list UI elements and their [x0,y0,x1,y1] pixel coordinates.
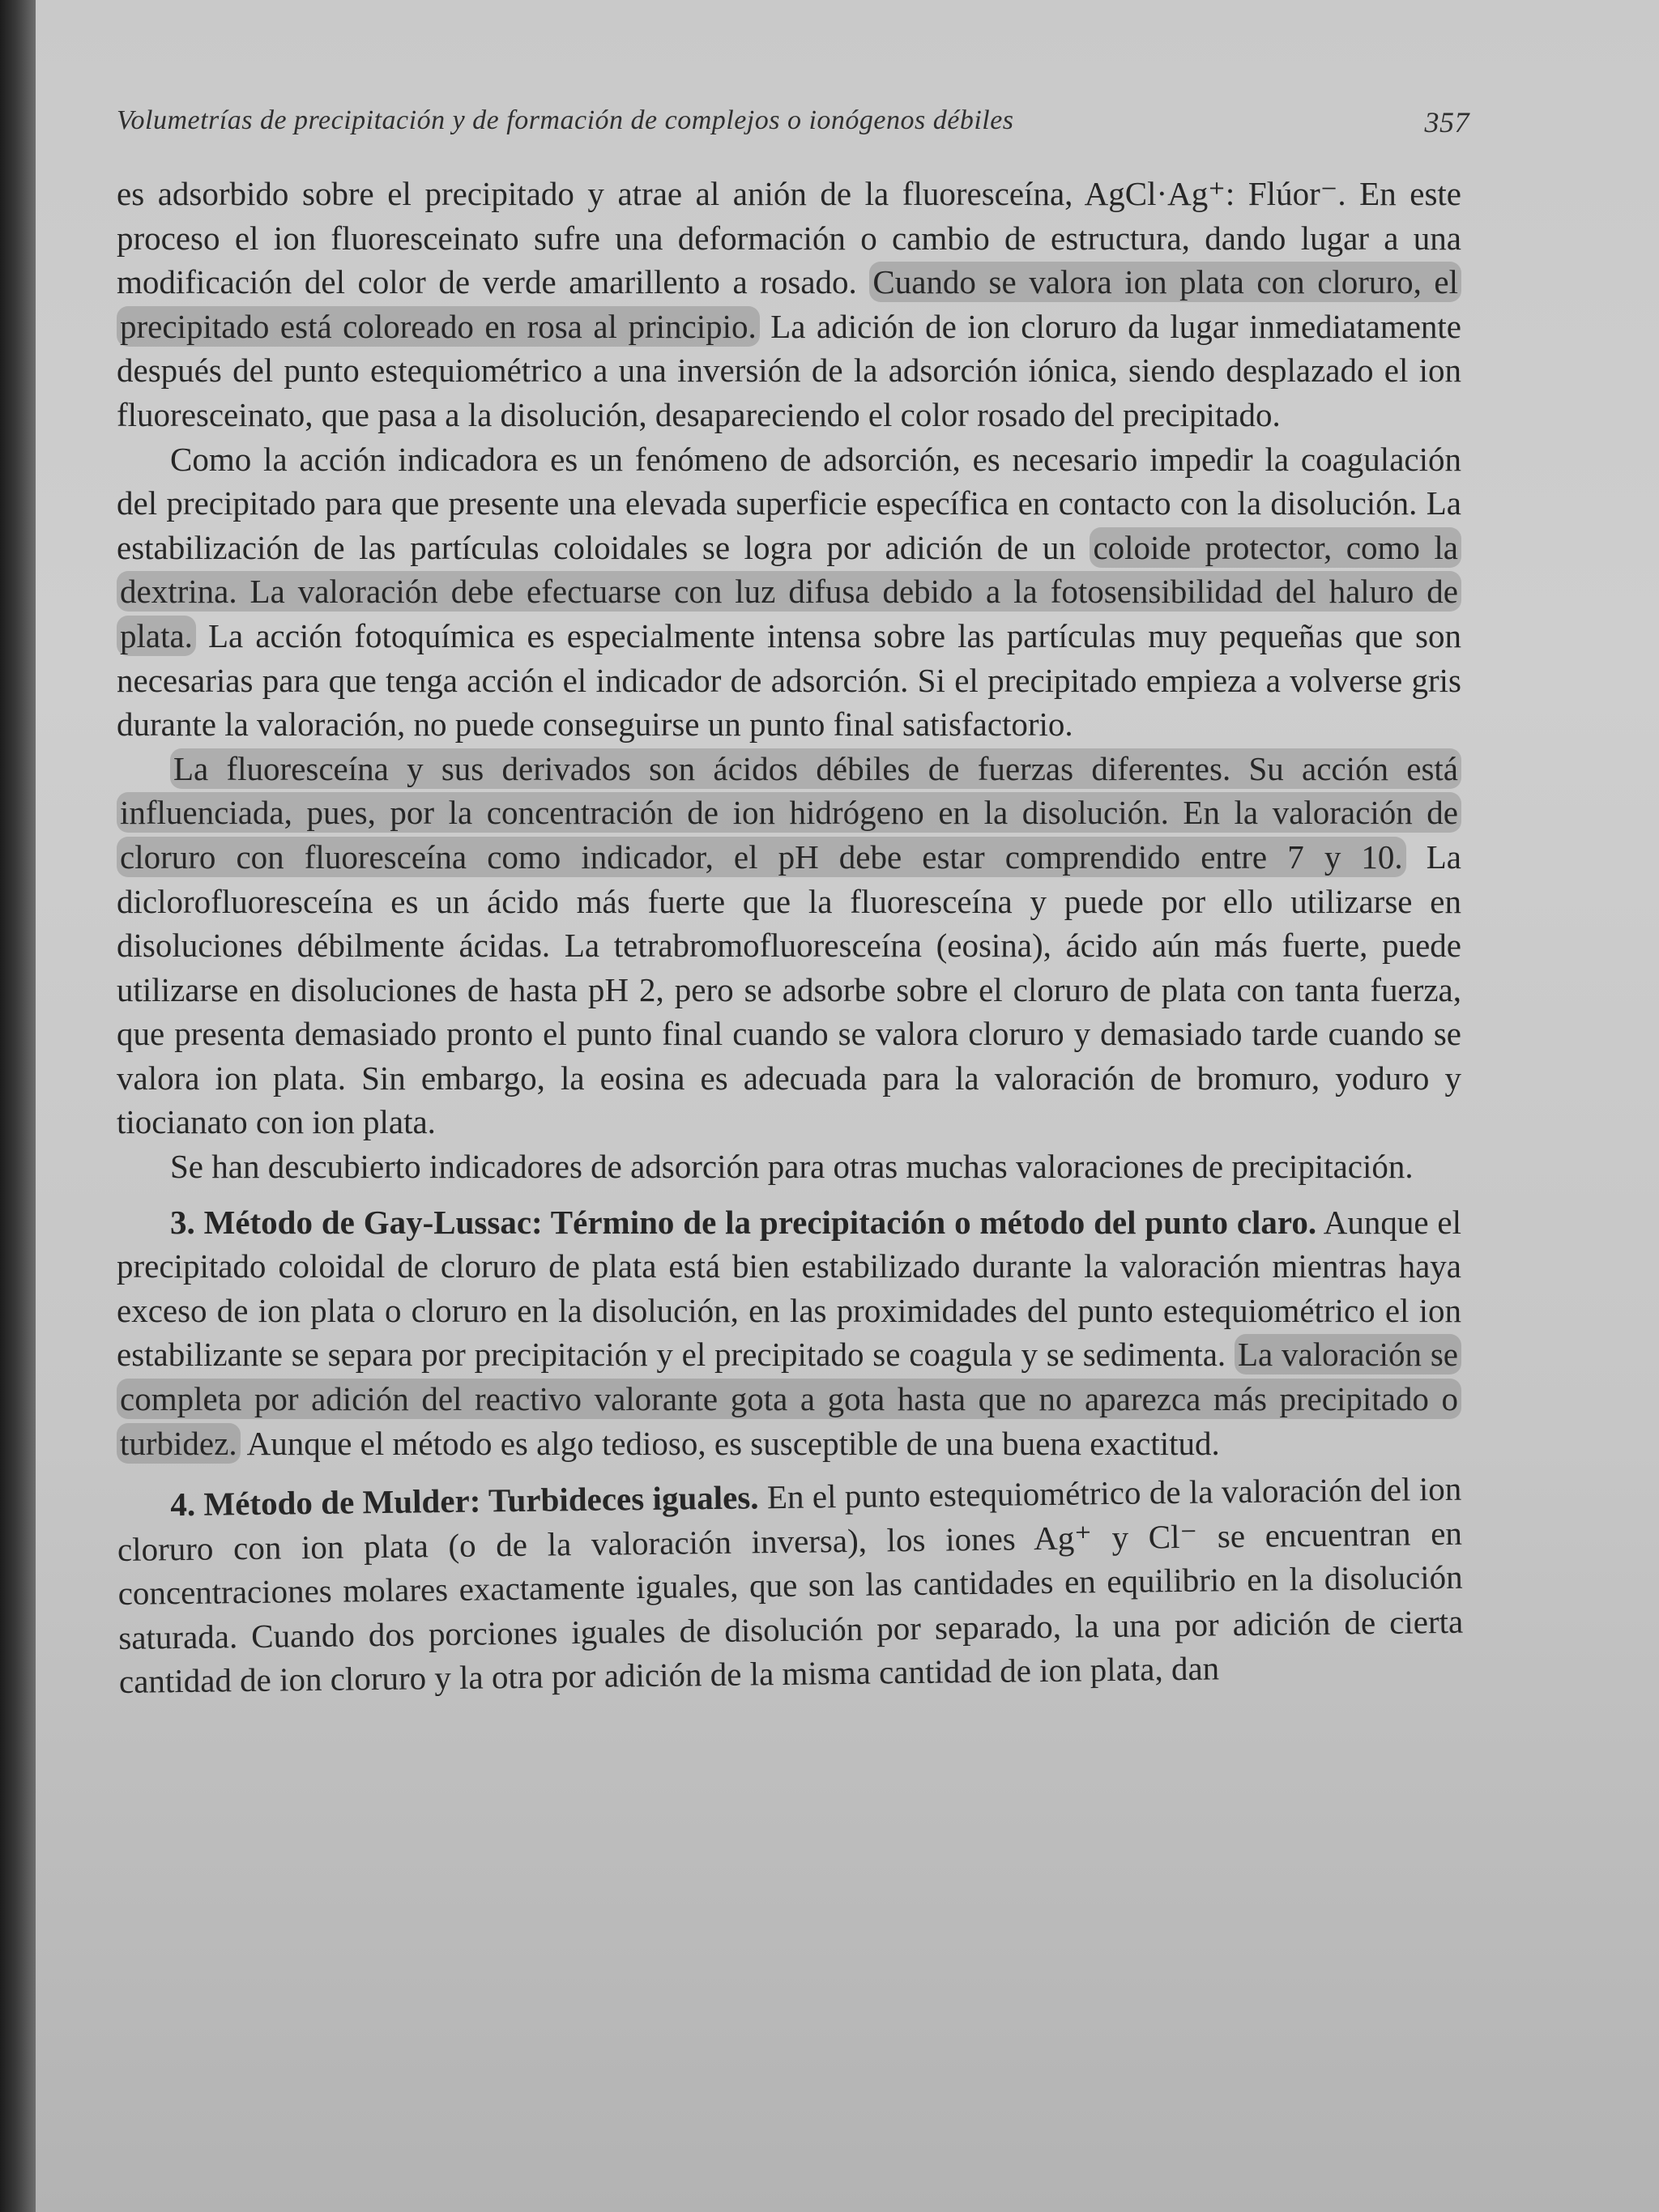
paragraph-1-text-c: La adición de ion cloruro da lugar inmediatamente después del punto estequiométrico a una inversión de la adsorción iónica, siendo desplazado el ion fluoresceinato, que pasa a la disolución, desapareciendo el color rosado del precipitado. [117,307,1461,433]
book-gutter [0,0,36,2212]
section-3-heading: Método de Gay-Lussac: Término de la precipitación o método del punto claro. [203,1203,1317,1241]
section-4-text: En el punto estequiométrico de la valoración del ion cloruro con ion plata (o de la valoración inversa), los iones Ag⁺ y Cl⁻ se encuentran en concentraciones molares exactamente iguales, que son las cantidades en equilibrio en la disolución saturada. Cuando dos porciones iguales de disolución por separado, la una por adición de cierta cantidad de ion cloruro y la otra por adición de la misma cantidad de ion plata, dan [117,1469,1464,1701]
page-content [117,97,1469,1704]
section-4-number: 4. [170,1485,196,1524]
book-page [36,0,1659,2212]
paragraph-2-text-a: Como la acción indicadora es un fenómeno de adsorción, es necesario impedir la coagulación del precipitado para que presente una elevada superficie específica en contacto con la disolución. La estabilización de las partículas coloidales se logra por adición de un [117,440,1461,566]
running-title: Volumetrías de precipitación y de formación de complejos o ionógenos débiles [117,105,1014,135]
running-header [117,97,1469,154]
paragraph-1-text-a: es adsorbido sobre el precipitado y atrae al anión de la fluoresceína, AgCl·Ag⁺: Flúor⁻. En este proceso el ion fluoresceinato sufre una deformación o cambio de estructura, dando lugar a una modificación del color de verde amarillento a rosado. [117,175,1461,301]
section-3-text-c: Aunque el método es algo tedioso, es susceptible de una buena exactitud. [240,1424,1220,1462]
highlighted-passage-1: Cuando se valora ion plata con cloruro, el precipitado está coloreado en rosa al principio. [117,262,1461,347]
paragraph-1 [117,172,1461,437]
body-text [117,172,1464,1704]
paragraph-3 [117,747,1461,1144]
section-3-gay-lussac [117,1200,1461,1466]
paragraph-2 [117,437,1461,747]
section-4-heading: Método de Mulder: Turbideces iguales. [203,1478,759,1523]
paragraph-4: Se han descubierto indicadores de adsorción para otras muchas valoraciones de precipitación. [170,1148,1414,1186]
page-number: 357 [1424,106,1469,139]
highlighted-passage-4: La valoración se completa por adición del reactivo valorante gota a gota hasta que no aparezca más precipitado o turbidez. [117,1334,1461,1463]
section-3-number: 3. [170,1203,195,1241]
highlighted-passage-2: coloide protector, como la dextrina. La valoración debe efectuarse con luz difusa debido a la fotosensibilidad del haluro de plata. [117,527,1461,656]
highlighted-passage-3: La fluoresceína y sus derivados son ácidos débiles de fuerzas diferentes. Su acción está influenciada, pues, por la concentración de ion hidrógeno en la disolución. En la valoración de cloruro con fluoresceína como indicador, el pH debe estar comprendido entre 7 y 10. [117,748,1461,877]
section-3-text-a: Aunque el precipitado coloidal de cloruro de plata está bien estabilizado durante la valoración mientras haya exceso de ion plata o cloruro en la disolución, en las proximidades del punto estequiométrico el ion estabilizante se separa por precipitación y el precipitado se coagula y se sedimenta. [117,1203,1461,1374]
paragraph-2-text-c: La acción fotoquímica es especialmente intensa sobre las partículas muy pequeñas que son necesarias para que tenga acción el indicador de adsorción. Si el precipitado empieza a volverse gris durante la valoración, no puede conseguirse un punto final satisfactorio. [117,616,1461,744]
section-4-mulder [117,1467,1464,1704]
paragraph-3-text-c: La diclorofluoresceína es un ácido más fuerte que la fluoresceína y puede por ello utilizarse en disoluciones débilmente ácidas. La tetrabromofluoresceína (eosina), ácido aún más fuerte, puede utilizarse en disoluciones de hasta pH 2, pero se adsorbe sobre el cloruro de plata con tanta fuerza, que presenta demasiado pronto el punto final cuando se valora cloruro y demasiado tarde cuando se valora ion plata. Sin embargo, la eosina es adecuada para la valoración de bromuro, yoduro y tiocianato con ion plata. [117,837,1462,1141]
